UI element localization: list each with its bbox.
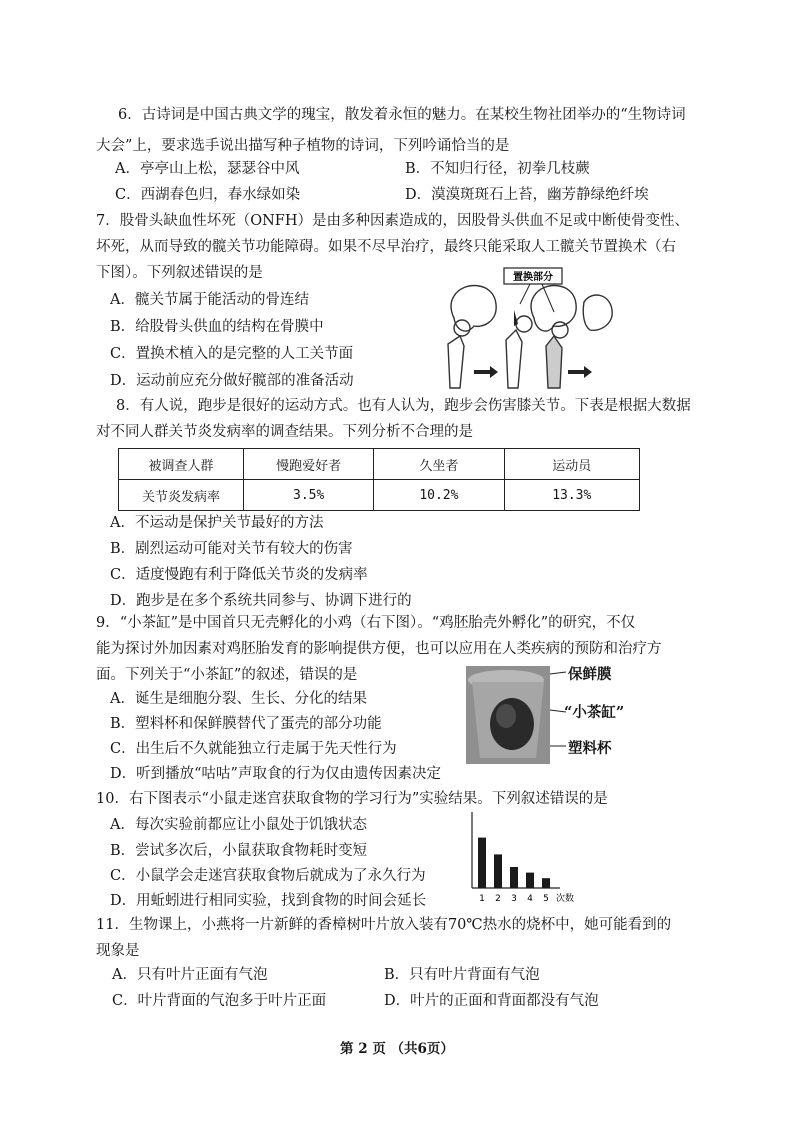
table-cell: 运动员 (504, 449, 639, 480)
q6-option-c: C．西湖春色归，春水绿如染 (115, 187, 301, 203)
q9-line3: 面。下列关于“小茶缸”的叙述，错误的是 (96, 667, 358, 683)
q10-line1: 10．右下图表示“小鼠走迷宫获取食物的学习行为”实验结果。下列叙述错误的是 (96, 791, 608, 807)
chick-photo (466, 666, 550, 764)
q7-option-c: C．置换术植入的是完整的人工关节面 (110, 346, 354, 362)
q7-option-a: A．髋关节属于能活动的骨连结 (110, 292, 309, 308)
q11-option-d: D．叶片的正面和背面都没有气泡 (384, 993, 599, 1009)
q8-line1: 8．有人说，跑步是很好的运动方式。也有人认为，跑步会伤害膝关节。下表是根据大数据 (116, 398, 691, 414)
q9-option-d: D．听到播放“咕咕”声取食的行为仅由遗传因素决定 (110, 766, 441, 782)
x-tick-label: 5 (543, 894, 549, 904)
q7-line2: 坏死，从而导致的髋关节功能障碍。如果不尽早治疗，最终只能采取人工髋关节置换术（右 (96, 239, 676, 255)
q9-line1: 9．“小茶缸”是中国首只无壳孵化的小鸡（右下图）。“鸡胚胎壳外孵化”的研究，不仅 (96, 615, 636, 631)
q7-line1: 7．股骨头缺血性坏死（ONFH）是由多种因素造成的，因股骨头供血不足或中断使骨变性、 (96, 213, 690, 229)
x-tick-label: 4 (527, 894, 533, 904)
q8-line2: 对不同人群关节炎发病率的调查结果。下列分析不合理的是 (96, 424, 473, 440)
chart-bar (526, 873, 534, 888)
q6-line2: 大会”上，要求选手说出描写种子植物的诗词，下列吟诵恰当的是 (96, 138, 510, 154)
chart-bar (494, 854, 502, 888)
q7-option-b: B．给股骨头供血的结构在骨膜中 (110, 319, 324, 335)
table-cell: 10.2% (374, 480, 504, 511)
hip-replacement-figure (434, 266, 620, 392)
q10-option-b: B．尝试多次后，小鼠获取食物耗时变短 (110, 843, 368, 859)
page-number: 第 2 页 （共6页） (340, 1041, 454, 1057)
q6-option-b: B．不知归行径，初拳几枝蕨 (405, 161, 590, 177)
replacement-label: 置换部分 (513, 272, 553, 283)
q11-option-b: B．只有叶片背面有气泡 (384, 967, 540, 983)
q10-option-d: D．用蚯蚓进行相同实验，找到食物的时间会延长 (110, 893, 427, 909)
q11-option-a: A．只有叶片正面有气泡 (112, 967, 268, 983)
q6-option-d: D．漠漠斑斑石上苔，幽芳静绿绝纤埃 (405, 187, 649, 203)
survey-table (118, 448, 640, 511)
q8-option-d: D．跑步是在多个系统共同参与、协调下进行的 (110, 593, 412, 609)
table-header-row (119, 449, 640, 480)
q11-line1: 11．生物课上，小燕将一片新鲜的香樟树叶片放入装有70℃热水的烧杯中，她可能看到的 (96, 917, 672, 933)
table-cell: 被调查人群 (119, 449, 244, 480)
q6-option-a: A．亭亭山上松，瑟瑟谷中风 (115, 161, 300, 177)
q7-line3: 下图）。下列叙述错误的是 (96, 265, 263, 281)
label-xiaochagang: “小茶缸” (564, 704, 625, 721)
chart-bar (478, 838, 486, 888)
label-cling-film: 保鲜膜 (568, 666, 612, 683)
q6-line1: 6．古诗词是中国古典文学的瑰宝，散发着永恒的魅力。在某校生物社团举办的“生物诗词 (118, 107, 686, 123)
x-tick-label: 1 (479, 894, 485, 904)
table-cell: 13.3% (504, 480, 639, 511)
q9-option-a: A．诞生是细胞分裂、生长、分化的结果 (110, 691, 367, 707)
q11-option-c: C．叶片背面的气泡多于叶片正面 (112, 993, 327, 1009)
maze-learning-chart (458, 810, 608, 908)
table-cell: 3.5% (244, 480, 374, 511)
q9-option-c: C．出生后不久就能独立行走属于先天性行为 (110, 741, 397, 757)
q8-option-a: A．不运动是保护关节最好的方法 (110, 515, 324, 531)
x-tick-label: 3 (511, 894, 517, 904)
q9-line2: 能为探讨外加因素对鸡胚胎发育的影响提供方便，也可以应用在人类疾病的预防和治疗方 (96, 641, 662, 657)
table-cell: 久坐者 (374, 449, 504, 480)
table-cell: 慢跑爱好者 (244, 449, 374, 480)
table-cell: 关节炎发病率 (119, 480, 244, 511)
table-row (119, 480, 640, 511)
q8-option-b: B．剧烈运动可能对关节有较大的伤害 (110, 541, 353, 557)
q10-option-c: C．小鼠学会走迷宫获取食物后就成为了永久行为 (110, 868, 426, 884)
label-plastic-cup: 塑料杯 (568, 740, 612, 757)
x-axis-label: 次数 (556, 894, 575, 904)
q9-option-b: B．塑料杯和保鲜膜替代了蛋壳的部分功能 (110, 716, 382, 732)
arrow-icon (568, 366, 592, 378)
arrow-icon (474, 366, 498, 378)
chart-bar (510, 867, 518, 888)
q7-option-d: D．运动前应充分做好髋部的准备活动 (110, 373, 354, 389)
q10-option-a: A．每次实验前都应让小鼠处于饥饿状态 (110, 817, 367, 833)
chart-bar (542, 878, 550, 888)
x-tick-label: 2 (495, 894, 501, 904)
q11-line2: 现象是 (96, 943, 140, 959)
q8-option-c: C．适度慢跑有利于降低关节炎的发病率 (110, 567, 368, 583)
